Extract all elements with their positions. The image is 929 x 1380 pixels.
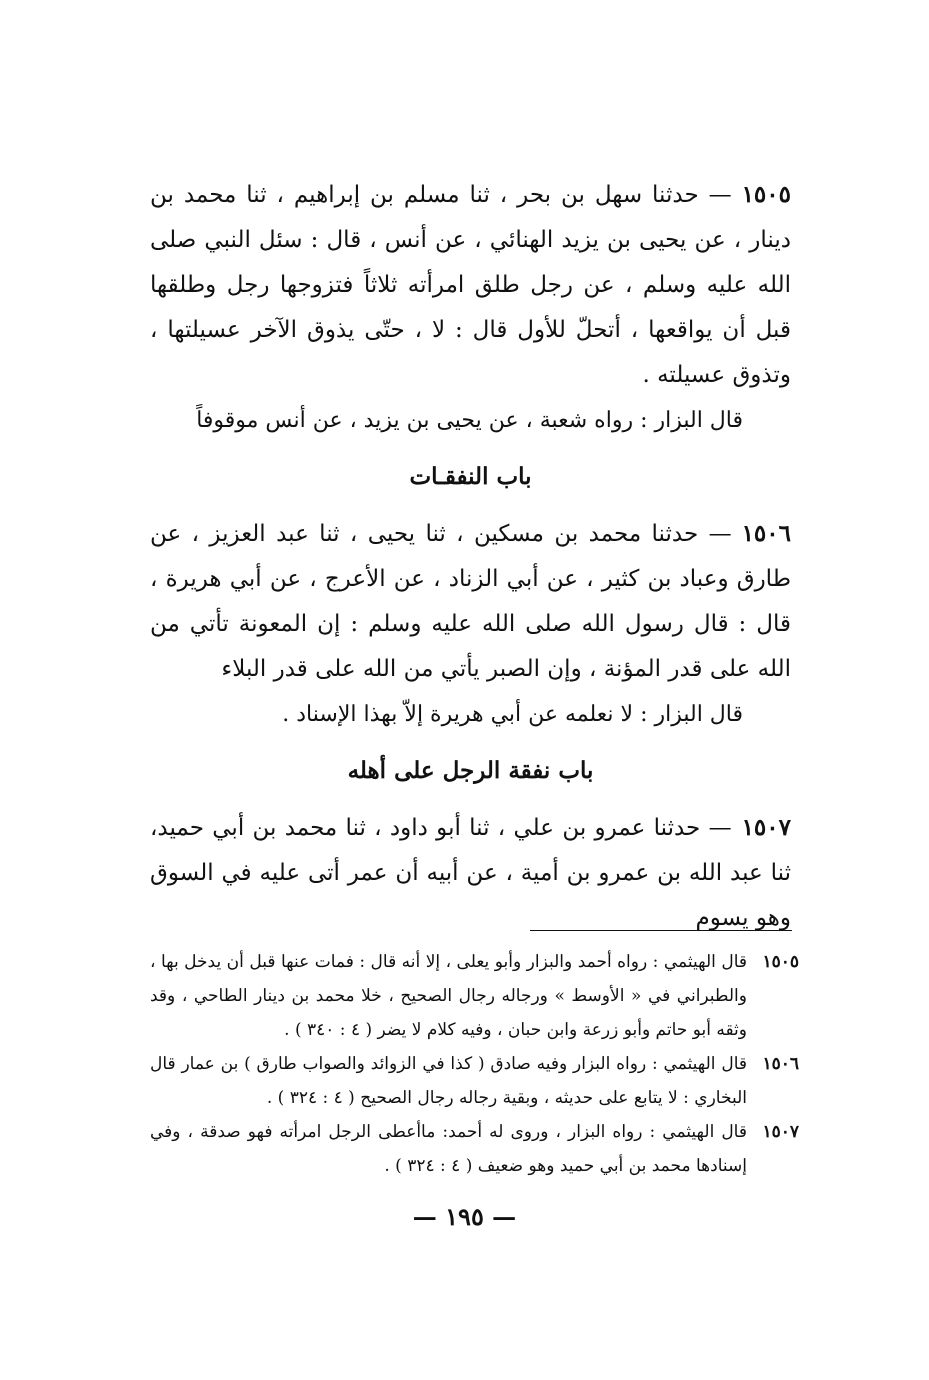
hadith-1506-note: قال البزار : لا نعلمه عن أبي هريرة إلاّ بهذا الإسناد .: [282, 702, 743, 727]
footnote: [150, 1115, 799, 1183]
footnote-text: قال الهيثمي : رواه البزار ، وروى له أحمد: ماأعطى الرجل امرأته فهو صدقة ، وفي إسنادها محمد بن أبي حميد وهو ضعيف ( ٤ : ٣٢٤ ) .: [150, 1122, 747, 1176]
hadith-number: ١٥٠٧: [741, 814, 791, 841]
hadith-1507: [150, 805, 791, 941]
chapter-heading: باب نفقة الرجل على أهله: [347, 757, 594, 784]
hadith-text: — حدثنا عمرو بن علي ، ثنا أبو داود ، ثنا محمد بن أبي حميد، ثنا عبد الله بن عمرو بن أمية ، عن أبيه أن عمر أتى عليه في السوق وهو يسوم: [150, 815, 791, 931]
footnote-number: ١٥٠٧: [762, 1122, 799, 1142]
footnote-number: ١٥٠٥: [762, 952, 799, 972]
footnotes: [150, 945, 799, 1183]
footnote: [150, 945, 799, 1047]
page-number: — ١٩٥ —: [412, 1202, 517, 1231]
main-text: [150, 172, 791, 941]
hadith-1505: [150, 172, 791, 398]
hadith-text: — حدثنا سهل بن بحر ، ثنا مسلم بن إبراهيم ، ثنا محمد بن دينار ، عن يحيى بن يزيد الهنائي ، عن أنس ، قال : سئل النبي صلى الله عليه وسلم ، عن رجل طلق امرأته ثلاثاً فتزوجها رجل وطلقها قبل أن يواقعها ، أتحلّ للأول قال : لا ، حتّى يذوق الآخر عسيلتها ، وتذوق عسيلته .: [150, 182, 791, 388]
footnote-divider: [530, 930, 792, 931]
hadith-number: ١٥٠٥: [741, 181, 791, 208]
hadith-number: ١٥٠٦: [741, 520, 791, 547]
hadith-1505-note: قال البزار : رواه شعبة ، عن يحيى بن يزيد ، عن أنس موقوفاً: [196, 408, 743, 433]
footnote-number: ١٥٠٦: [762, 1054, 799, 1074]
footnote-text: قال الهيثمي : رواه أحمد والبزار وأبو يعلى ، إلا أنه قال : فمات عنها قبل أن يدخل بها ، والطبراني في « الأوسط » ورجاله رجال الصحيح ، خلا محمد بن دينار الطاحي ، وقد وثقه أبو حاتم وأبو زرعة وابن حبان ، وفيه كلام لا يضر ( ٤ : ٣٤٠ ) .: [150, 952, 747, 1040]
hadith-text: — حدثنا محمد بن مسكين ، ثنا يحيى ، ثنا عبد العزيز ، عن طارق وعباد بن كثير ، عن أبي الزناد ، عن الأعرج ، عن أبي هريرة ، قال : قال رسول الله صلى الله عليه وسلم : إن المعونة تأتي من الله على قدر المؤنة ، وإن الصبر يأتي من الله على قدر البلاء: [150, 521, 791, 682]
hadith-1506: [150, 511, 791, 692]
chapter-heading: باب النفقـات: [409, 463, 532, 490]
footnote: [150, 1047, 799, 1115]
footnote-text: قال الهيثمي : رواه البزار وفيه صادق ( كذا في الزوائد والصواب طارق ) بن عمار قال البخاري : لا يتابع على حديثه ، وبقية رجاله رجال الصحيح ( ٤ : ٣٢٤ ) .: [150, 1054, 747, 1108]
